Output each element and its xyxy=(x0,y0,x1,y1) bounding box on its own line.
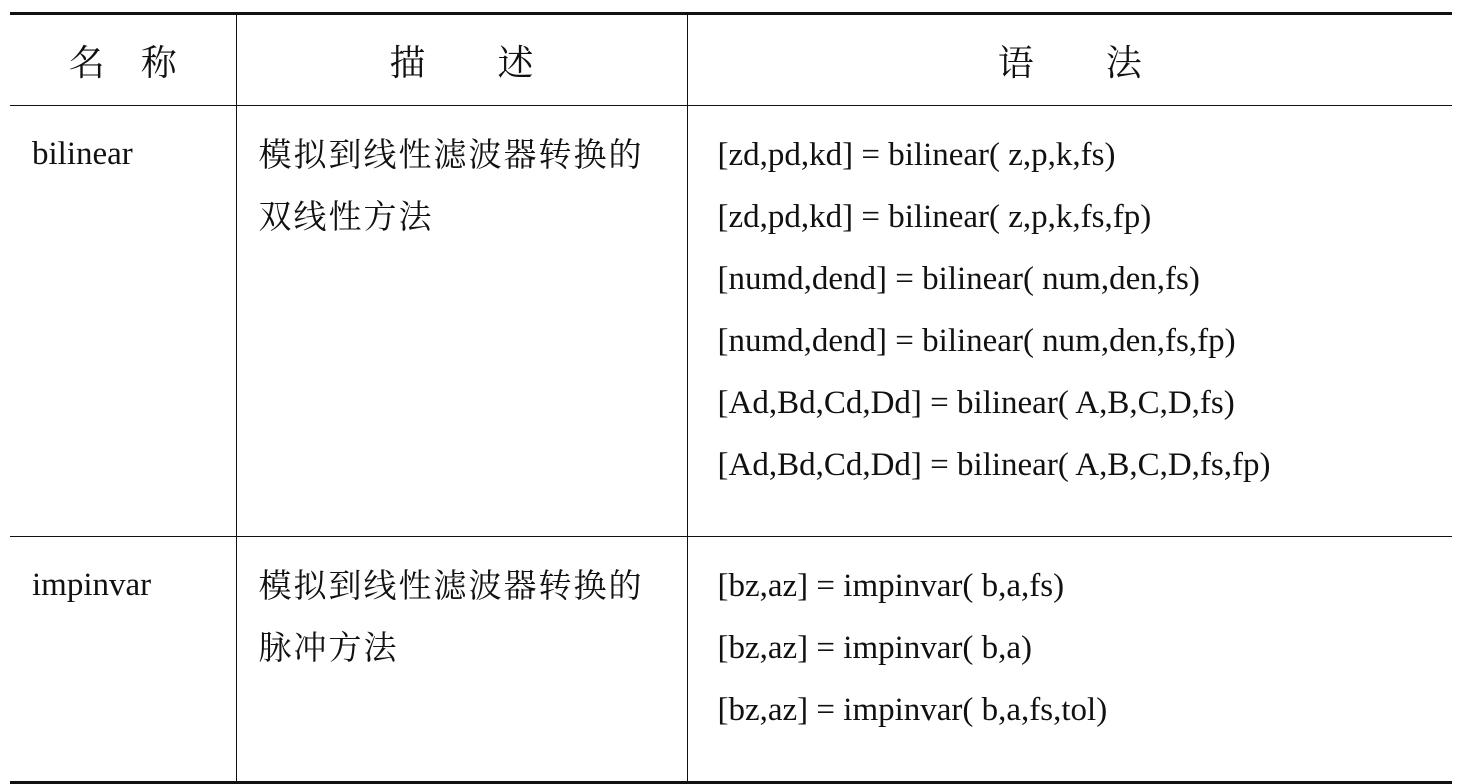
function-table xyxy=(10,12,1452,784)
function-description: 模拟到线性滤波器转换的双线性方法 xyxy=(236,106,687,537)
function-description: 模拟到线性滤波器转换的脉冲方法 xyxy=(236,537,687,783)
syntax-line: [bz,az] = impinvar( b,a,fs,tol) xyxy=(717,692,1108,728)
syntax-line: [bz,az] = impinvar( b,a) xyxy=(717,630,1033,666)
table-row xyxy=(10,537,1452,783)
syntax-line: [numd,dend] = bilinear( num,den,fs) xyxy=(717,261,1200,297)
syntax-cell xyxy=(687,106,1452,537)
function-name: impinvar xyxy=(32,567,152,603)
header-row xyxy=(10,14,1452,106)
header-syntax: 语 法 xyxy=(687,14,1452,106)
syntax-cell xyxy=(687,537,1452,783)
function-name: bilinear xyxy=(32,136,133,172)
header-name: 名 称 xyxy=(68,42,177,84)
syntax-line: [zd,pd,kd] = bilinear( z,p,k,fs,fp) xyxy=(717,199,1152,235)
syntax-line: [Ad,Bd,Cd,Dd] = bilinear( A,B,C,D,fs,fp) xyxy=(717,447,1271,483)
header-description: 描 述 xyxy=(236,14,687,106)
table-row xyxy=(10,106,1452,537)
syntax-line: [zd,pd,kd] = bilinear( z,p,k,fs) xyxy=(717,137,1116,173)
syntax-line: [bz,az] = impinvar( b,a,fs) xyxy=(717,568,1065,604)
syntax-line: [numd,dend] = bilinear( num,den,fs,fp) xyxy=(717,323,1236,359)
syntax-line: [Ad,Bd,Cd,Dd] = bilinear( A,B,C,D,fs) xyxy=(717,385,1235,421)
